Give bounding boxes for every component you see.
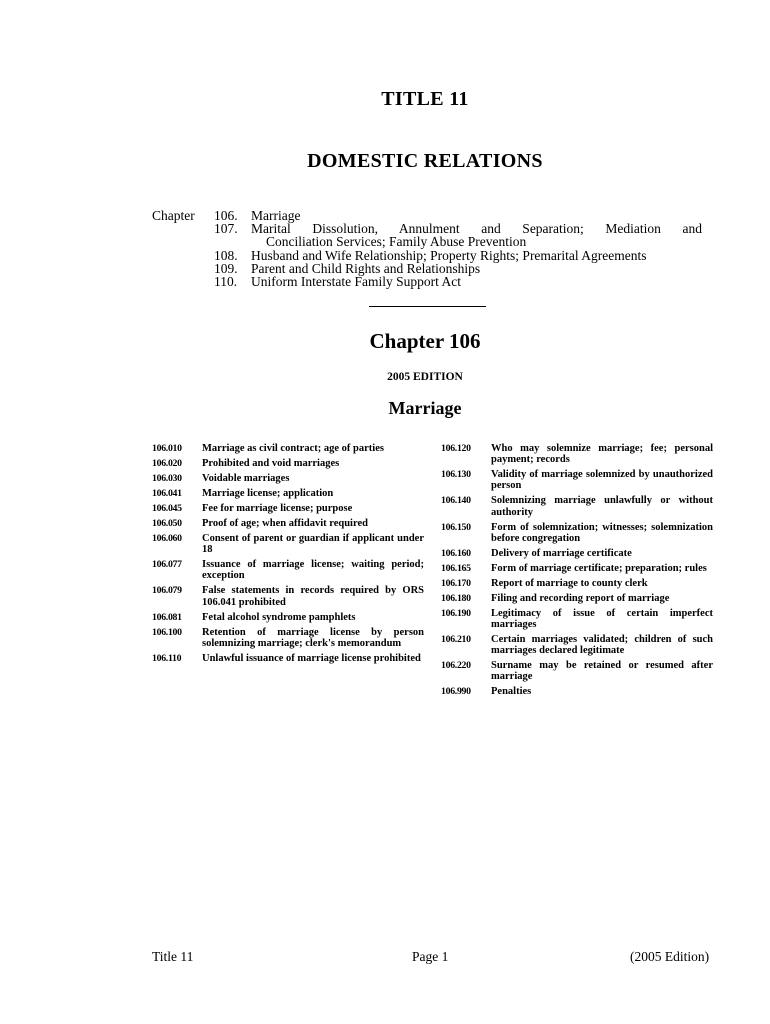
section-number: 106.150 [441, 521, 471, 533]
chapter-number: 106. [214, 208, 238, 223]
section-entry [152, 473, 424, 484]
section-title: Delivery of marriage certificate [491, 547, 632, 559]
section-number: 106.120 [441, 443, 471, 454]
section-number: 106.190 [441, 607, 471, 619]
section-number: 106.100 [152, 626, 182, 638]
section-title: Penalties [491, 686, 532, 698]
section-entry [441, 608, 713, 630]
section-number: 106.010 [152, 443, 182, 454]
section-number: 106.990 [441, 686, 471, 698]
section-number: 106.210 [441, 634, 471, 646]
section-entry [441, 660, 713, 682]
section-entry [441, 563, 713, 574]
section-entry [152, 458, 424, 469]
section-entry [152, 559, 424, 581]
section-entry [152, 518, 424, 529]
footer-page-number: Page 1 [412, 949, 449, 964]
section-entry [441, 578, 713, 589]
title-subject-heading: DOMESTIC RELATIONS [307, 150, 543, 172]
section-number: 106.041 [152, 488, 182, 499]
section-entry [152, 612, 424, 623]
chapter-number: 109. [214, 260, 238, 276]
footer-title: Title 11 [152, 949, 194, 964]
section-entry [441, 522, 713, 544]
section-number: 106.130 [441, 469, 471, 481]
section-number: 106.079 [152, 585, 182, 597]
chapter-name: Parent and Child Rights and Relationships [251, 260, 481, 276]
section-title: Consent of parent or guardian if applicant under 18 [202, 533, 424, 556]
section-number: 106.060 [152, 533, 182, 544]
section-entry [441, 593, 713, 604]
section-number: 106.220 [441, 660, 471, 672]
section-title: Issuance of marriage license; waiting period; exception [202, 559, 424, 582]
section-title: Marriage license; application [202, 488, 334, 499]
section-number: 106.165 [441, 562, 471, 574]
section-title: False statements in records required by ORS 106.041 prohibited [202, 585, 424, 608]
chapter-name: Marriage [251, 208, 301, 223]
section-title: Report of marriage to county clerk [491, 577, 648, 589]
chapter-list [152, 209, 702, 288]
section-number: 106.081 [152, 611, 182, 623]
section-entry [152, 533, 424, 555]
chapter-name: Marital Dissolution, Annulment and Separation; Mediation and [251, 221, 702, 237]
section-title: Voidable marriages [202, 473, 290, 484]
section-index-left [152, 443, 424, 668]
chapter-list-label: Chapter [152, 208, 195, 223]
section-number: 106.140 [441, 495, 471, 507]
section-title: Certain marriages validated; children of such marriages declared legitimate [491, 634, 713, 657]
section-entry [441, 548, 713, 559]
section-title: Proof of age; when affidavit required [202, 518, 368, 529]
chapter-name: Husband and Wife Relationship; Property Rights; Premarital Agreements [251, 247, 647, 263]
section-title: Who may solemnize marriage; fee; personal payment; records [491, 443, 713, 466]
section-number: 106.050 [152, 518, 182, 529]
section-entry [152, 488, 424, 499]
section-number: 106.170 [441, 577, 471, 589]
chapter-number: 108. [214, 247, 238, 263]
chapter-list-item [152, 275, 702, 288]
section-entry [441, 469, 713, 491]
section-title: Solemnizing marriage unlawfully or without authority [491, 495, 713, 518]
section-number: 106.160 [441, 547, 471, 559]
section-entry [441, 634, 713, 656]
section-title: Prohibited and void marriages [202, 458, 340, 469]
section-entry [152, 503, 424, 514]
section-entry [152, 627, 424, 649]
chapter-number: 110. [214, 274, 238, 290]
section-entry [152, 443, 424, 454]
section-entry [152, 653, 424, 664]
chapter-subject-heading: Marriage [388, 398, 462, 418]
title-heading: TITLE 11 [381, 88, 469, 110]
section-entry [441, 495, 713, 517]
section-entry [441, 443, 713, 465]
section-title: Unlawful issuance of marriage license prohibited [202, 652, 421, 664]
chapter-number: 107. [214, 221, 238, 237]
footer-edition: (2005 Edition) [630, 949, 710, 964]
section-number: 106.045 [152, 503, 182, 514]
chapter-name: Uniform Interstate Family Support Act [251, 274, 461, 290]
section-index-right [441, 443, 713, 701]
section-title: Filing and recording report of marriage [491, 592, 670, 604]
section-title: Surname may be retained or resumed after marriage [491, 660, 713, 683]
section-title: Fetal alcohol syndrome pamphlets [202, 611, 356, 623]
section-title: Legitimacy of issue of certain imperfect marriages [491, 607, 713, 631]
chapter-heading: Chapter 106 [369, 329, 481, 353]
section-title: Marriage as civil contract; age of parties [202, 443, 384, 454]
section-number: 106.020 [152, 458, 182, 469]
chapter-name-continued: Conciliation Services; Family Abuse Prevention [266, 234, 527, 250]
chapter-list-item [152, 249, 702, 262]
section-number: 106.077 [152, 559, 182, 571]
section-title: Retention of marriage license by person solemnizing marriage; clerk's memorandum [202, 626, 424, 649]
section-title: Form of solemnization; witnesses; solemnization before congregation [491, 521, 713, 544]
section-number: 106.180 [441, 592, 471, 604]
section-divider [369, 306, 486, 307]
section-title: Form of marriage certificate; preparation; rules [491, 562, 707, 574]
section-title: Validity of marriage solemnized by unauthorized person [491, 469, 713, 492]
section-number: 106.110 [152, 652, 182, 664]
edition-label: 2005 EDITION [387, 371, 463, 383]
section-entry [152, 585, 424, 607]
section-title: Fee for marriage license; purpose [202, 503, 353, 514]
section-number: 106.030 [152, 473, 182, 484]
section-entry [441, 686, 713, 697]
